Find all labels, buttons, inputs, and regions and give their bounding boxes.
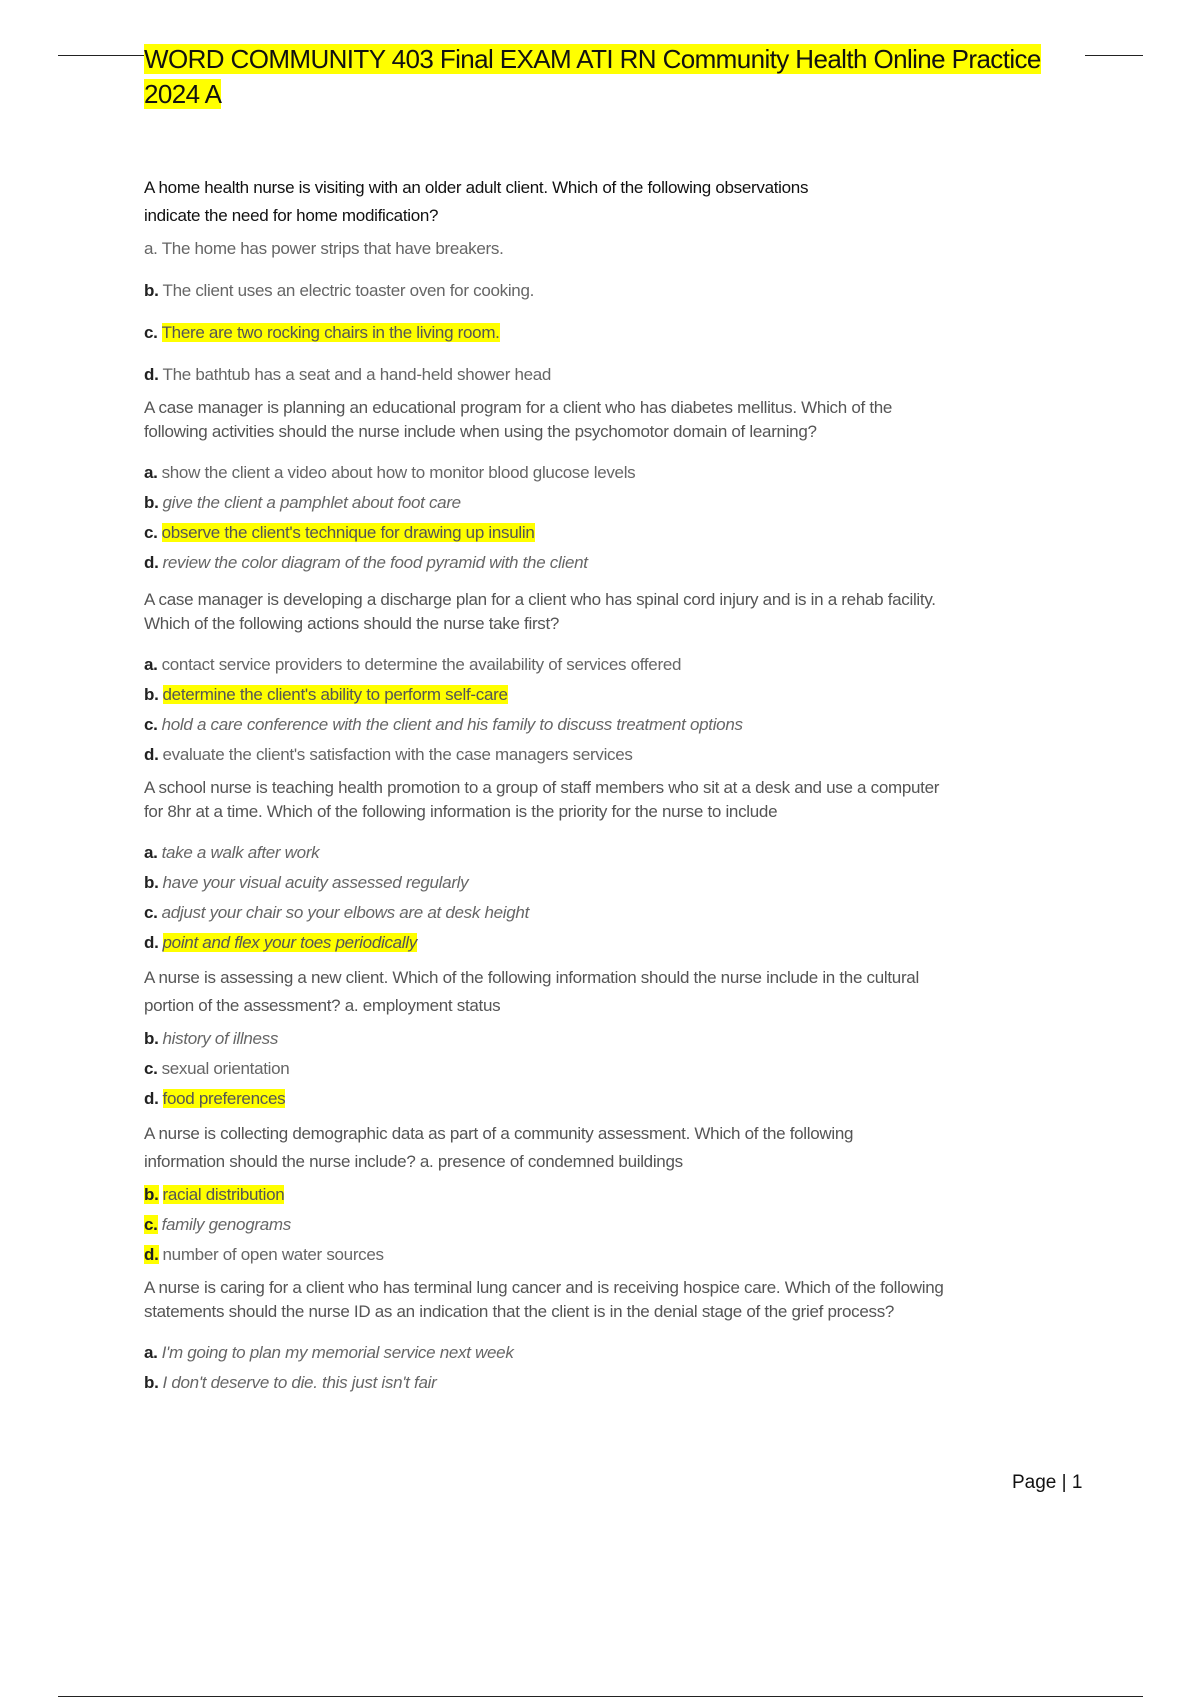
question-5	[144, 964, 1084, 1114]
option: d. review the color diagram of the food pyramid with the client	[144, 553, 588, 572]
question-3	[144, 588, 1084, 770]
option: d. number of open water sources	[144, 1245, 384, 1264]
option: b. history of illness	[144, 1029, 279, 1048]
option: a. show the client a video about how to monitor blood glucose levels	[144, 463, 636, 482]
header-rule-left	[58, 55, 148, 56]
question-stem: A case manager is planning an educational program for a client who has diabetes mellitus. Which of the	[144, 398, 893, 417]
page-number: Page | 1	[1012, 1472, 1083, 1493]
option: a. contact service providers to determine the availability of services offered	[144, 655, 682, 674]
question-stem: A nurse is caring for a client who has terminal lung cancer and is receiving hospice care. Which of the following	[144, 1278, 944, 1297]
option-correct: c. There are two rocking chairs in the living room.	[144, 323, 500, 342]
question-stem: A school nurse is teaching health promotion to a group of staff members who sit at a desk and use a computer	[144, 778, 940, 797]
option: b. The client uses an electric toaster oven for cooking.	[144, 281, 535, 300]
question-stem: portion of the assessment? a. employment status	[144, 996, 501, 1015]
question-stem: statements should the nurse ID as an indication that the client is in the denial stage of the grief process?	[144, 1302, 895, 1321]
question-6	[144, 1120, 1084, 1270]
option: c. sexual orientation	[144, 1059, 290, 1078]
question-stem: A home health nurse is visiting with an older adult client. Which of the following observations	[144, 178, 809, 197]
option-correct: b. racial distribution	[144, 1185, 285, 1204]
option: a. take a walk after work	[144, 843, 320, 862]
option: b. give the client a pamphlet about foot care	[144, 493, 461, 512]
option-correct: d. point and flex your toes periodically	[144, 933, 417, 952]
question-stem: A nurse is collecting demographic data as part of a community assessment. Which of the following	[144, 1124, 854, 1143]
question-stem: information should the nurse include? a. presence of condemned buildings	[144, 1152, 683, 1171]
option: c. adjust your chair so your elbows are at desk height	[144, 903, 529, 922]
question-stem: indicate the need for home modification?	[144, 206, 439, 225]
question-2	[144, 396, 1084, 578]
option-correct: d. food preferences	[144, 1089, 286, 1108]
question-stem: A nurse is assessing a new client. Which of the following information should the nurse include in the cultural	[144, 968, 919, 987]
option: a. I'm going to plan my memorial service next week	[144, 1343, 514, 1362]
footer-rule	[58, 1696, 1143, 1697]
question-stem: for 8hr at a time. Which of the following information is the priority for the nurse to include	[144, 802, 778, 821]
option: c. family genograms	[144, 1215, 291, 1234]
question-7	[144, 1276, 1084, 1398]
question-1	[144, 174, 1084, 390]
question-stem: A case manager is developing a discharge plan for a client who has spinal cord injury and is in a rehab facility.	[144, 590, 936, 609]
option: d. The bathtub has a seat and a hand-held shower head	[144, 365, 552, 384]
option: c. hold a care conference with the client and his family to discuss treatment options	[144, 715, 743, 734]
question-stem: following activities should the nurse include when using the psychomotor domain of learning?	[144, 422, 817, 441]
question-4	[144, 776, 1084, 958]
option-correct: b. determine the client's ability to perform self-care	[144, 685, 508, 704]
option: b. have your visual acuity assessed regularly	[144, 873, 469, 892]
question-list	[144, 174, 1084, 1398]
option-correct: c. observe the client's technique for drawing up insulin	[144, 523, 535, 542]
question-stem: Which of the following actions should the nurse take first?	[144, 614, 560, 633]
option: a. The home has power strips that have breakers.	[144, 239, 504, 258]
option: b. I don't deserve to die. this just isn't fair	[144, 1373, 437, 1392]
option: d. evaluate the client's satisfaction with the case managers services	[144, 745, 633, 764]
document-title: WORD COMMUNITY 403 Final EXAM ATI RN Community Health Online Practice 2024 A	[144, 44, 1041, 109]
